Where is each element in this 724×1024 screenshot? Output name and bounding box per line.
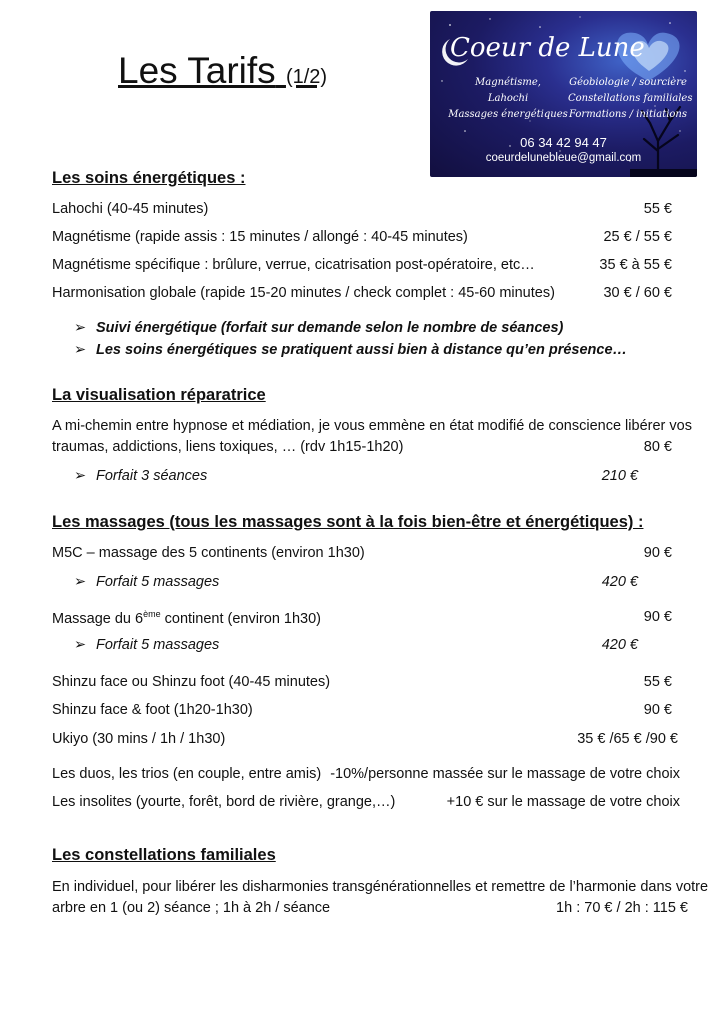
massage-price: 90 € (643, 609, 672, 625)
logo-right-line-3: Formations / initiations (569, 109, 687, 120)
massage-label: Les insolites (yourte, forêt, bord de rivière, grange,…) (52, 794, 396, 810)
soin-price: 35 € à 55 € (599, 257, 672, 273)
massage-label: Ukiyo (30 mins / 1h / 1h30) (52, 731, 226, 747)
soin-note-text: Suivi énergétique (forfait sur demande selon le nombre de séances) (96, 320, 564, 336)
section-heading-visualisation: La visualisation réparatrice (52, 386, 266, 404)
soin-label: Magnétisme spécifique : brûlure, verrue, cicatrisation post-opératoire, etc… (52, 257, 535, 273)
logo-email: coeurdelunebleue@gmail.com (485, 152, 642, 164)
massage-forfait (74, 574, 219, 590)
massage-label-part: Massage du 6 (52, 610, 144, 627)
massage-forfait (74, 637, 219, 653)
massage-label: Shinzu face & foot (1h20-1h30) (52, 702, 253, 718)
massage-label-sup: ème (143, 609, 161, 619)
visualisation-price: 80 € (643, 439, 672, 455)
soin-note (74, 342, 627, 358)
soin-price: 25 € / 55 € (603, 229, 672, 245)
arrow-bullet-icon: ➢ (74, 468, 87, 484)
title-sub: (1/2) (285, 66, 328, 88)
constellations-description-2: arbre en 1 (ou 2) séance ; 1h à 2h / séance (52, 900, 331, 916)
soin-note-text: Les soins énergétiques se pratiquent aussi bien à distance qu’en présence… (96, 342, 628, 358)
constellations-price: 1h : 70 € / 2h : 115 € (556, 900, 688, 916)
visualisation-description-1: A mi-chemin entre hypnose et médiation, je vous emmène en état modifié de conscience libérer vos (52, 418, 692, 434)
massage-price: 90 € (643, 702, 672, 718)
title-main: Les Tarifs (118, 50, 276, 91)
forfait-label: Forfait 5 massages (96, 574, 220, 590)
page-title (118, 50, 327, 92)
logo-left-line-1: Magnétisme, (475, 77, 541, 88)
massage-label: M5C – massage des 5 continents (environ 1h30) (52, 545, 365, 561)
soin-price: 30 € / 60 € (603, 285, 672, 301)
massage-price: 55 € (643, 674, 672, 690)
section-heading-massages: Les massages (tous les massages sont à la fois bien-être et énergétiques) : (52, 513, 644, 531)
visualisation-forfait (74, 468, 207, 484)
arrow-bullet-icon: ➢ (74, 574, 87, 590)
logo-right-line-1: Géobiologie / sourcière (569, 77, 687, 88)
massage-label-part: continent (environ 1h30) (160, 610, 322, 627)
massage-price: 90 € (643, 545, 672, 561)
soin-label: Lahochi (40-45 minutes) (52, 201, 209, 217)
soin-label: Harmonisation globale (rapide 15-20 minutes / check complet : 45-60 minutes) (52, 285, 555, 301)
forfait-price: 420 € (601, 574, 638, 590)
massage-label: Les duos, les trios (en couple, entre amis) (52, 766, 322, 782)
logo-phone: 06 34 42 94 47 (520, 135, 607, 150)
constellations-description-1: En individuel, pour libérer les disharmonies transgénérationnelles et remettre de l’harmonie dans votre (52, 879, 709, 895)
massage-price: +10 € sur le massage de votre choix (446, 794, 680, 810)
section-heading-soins: Les soins énergétiques : (52, 169, 246, 187)
massage-label: Shinzu face ou Shinzu foot (40-45 minutes) (52, 674, 331, 690)
soin-price: 55 € (643, 201, 672, 217)
logo-left-line-2: Lahochi (487, 93, 529, 104)
massage-price: 35 € /65 € /90 € (577, 731, 678, 747)
arrow-bullet-icon: ➢ (74, 320, 87, 336)
massage-label (52, 609, 321, 627)
logo-card (430, 11, 697, 177)
massage-price: -10%/personne massée sur le massage de votre choix (330, 766, 680, 782)
visualisation-description-2: traumas, addictions, liens toxiques, … (rdv 1h15-1h20) (52, 439, 404, 455)
forfait-price: 420 € (601, 637, 638, 653)
section-heading-constellations: Les constellations familiales (52, 846, 276, 864)
logo-right-line-2: Constellations familiales (568, 93, 693, 104)
arrow-bullet-icon: ➢ (74, 342, 87, 358)
forfait-label: Forfait 3 séances (96, 468, 208, 484)
soin-label: Magnétisme (rapide assis : 15 minutes / allongé : 40-45 minutes) (52, 229, 468, 245)
forfait-label: Forfait 5 massages (96, 637, 220, 653)
soin-note (74, 320, 563, 336)
logo-brand: Coeur de Lune (450, 33, 645, 63)
logo-left-line-3: Massages énergétiques (448, 109, 568, 120)
forfait-price: 210 € (601, 468, 638, 484)
arrow-bullet-icon: ➢ (74, 637, 87, 653)
